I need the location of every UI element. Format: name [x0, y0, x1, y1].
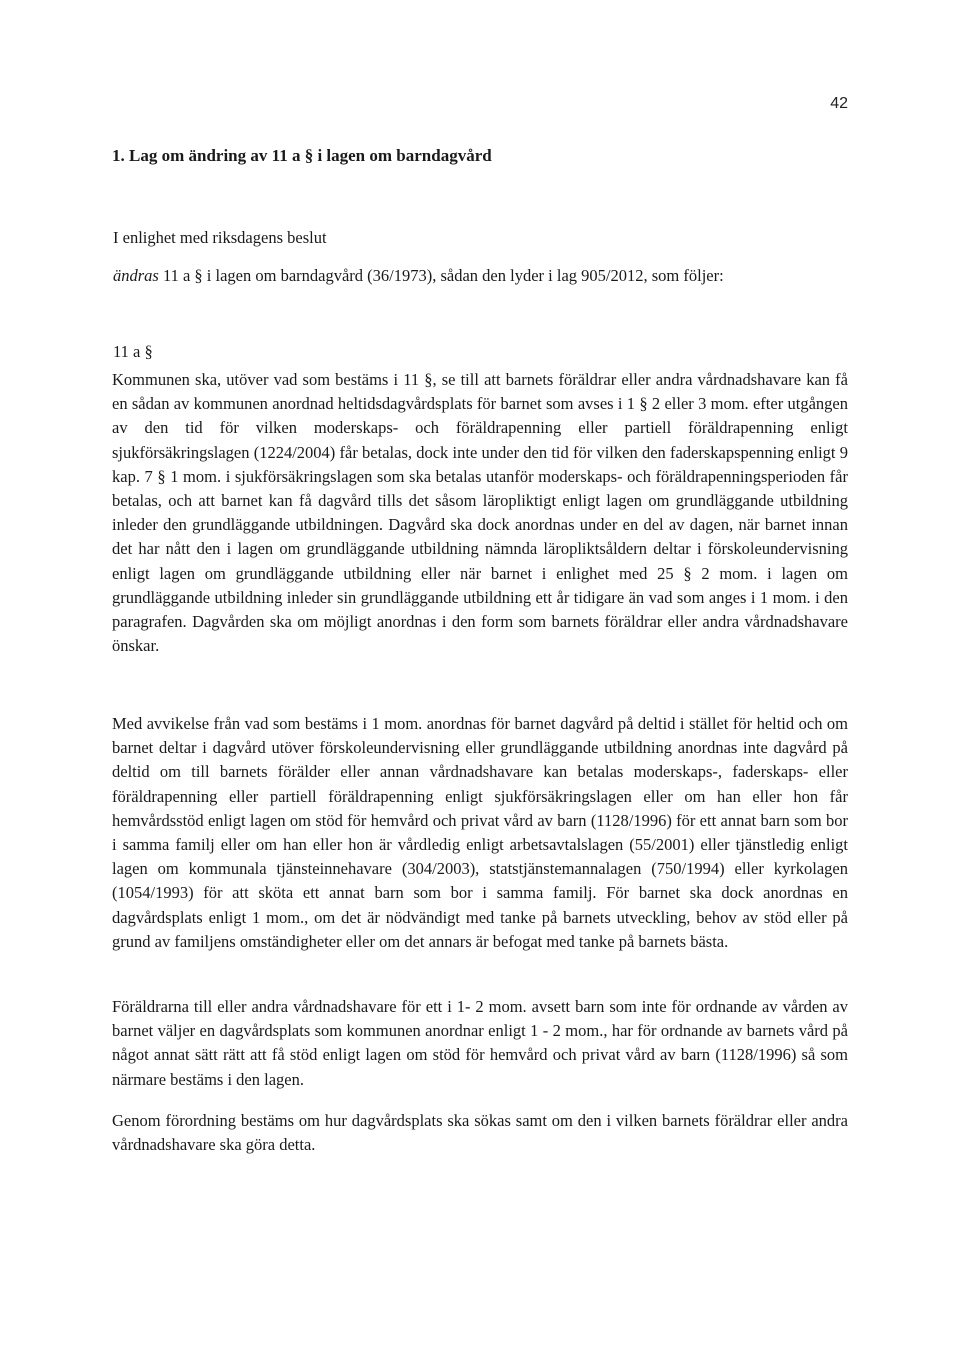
paragraph-1: Kommunen ska, utöver vad som bestäms i 11 §, se till att barnets föräldrar eller andra vårdnadshavare kan få en sådan av kommunen anordnad heltidsdagvårdsplats för barnet som avses i 1 § 2 eller 3 mom. efter utgången av den tid för vilken moderskaps- och föräldrapenning eller partiell föräldrapenning enligt sjukförsäkringslagen (1224/2004) får betalas, dock inte under den tid för vilken den faderskapspenning enligt 9 kap. 7 § 1 mom. i sjukförsäkringslagen som ska betalas utanför moderskaps- och föräldrapenningsperioden får betalas, och att barnet kan få dagvård tills det såsom läropliktigt enligt lagen om grundläggande utbildning inleder den grundläggande utbildningen. Dagvård ska dock anordnas under en del av dagen, när barnet innan det har nått den i lagen om grundläggande utbildning nämnda läropliktsåldern deltar i förskoleundervisning enligt lagen om grundläggande utbildning eller när barnet i enlighet med 25 § 2 mom. i lagen om grundläggande utbildning inleder sin grundläggande utbildning ett år tidigare än vad som anges i 1 mom. i den paragrafen. Dagvården ska om möjligt anordnas i den form som barnets föräldrar eller andra vårdnadshavare önskar. — [112, 370, 848, 656]
paragraph-2: Med avvikelse från vad som bestäms i 1 mom. anordnas för barnet dagvård på deltid i stället för heltid och om barnet deltar i dagvård utöver förskoleundervisning eller grundläggande utbildning anordnas inte dagvård på deltid om till barnets förälder eller annan vårdnadshavare kan betalas moderskaps-, faderskaps- eller föräldrapenning eller partiell föräldrapenning enligt sjukförsäkringslagen eller om han eller hon får hemvårdsstöd enligt lagen om stöd för hemvård och privat vård av barn (1128/1996) för ett annat barn som bor i samma familj eller om han eller hon är vårdledig enligt arbetsavtalslagen (55/2001) eller tjänstledig enligt lagen om kommunala tjänsteinnehavare (304/2003), statstjänstemannalagen (750/1994) eller kyrkolagen (1054/1993) för att sköta ett annat barn som bor i samma familj. För barnet ska dock anordnas en dagvårdsplats enligt 1 mom., om det är nödvändigt med tanke på barnets utveckling, behov av stöd eller på grund av familjens omständigheter eller om det annars är befogat med tanke på barnets bästa. — [112, 714, 848, 951]
paragraph-4: Genom förordning bestäms om hur dagvårdsplats ska sökas samt om den i vilken barnets föräldrar eller andra vårdnadshavare ska göra detta. — [112, 1111, 848, 1155]
section-label: 11 a § — [113, 342, 153, 361]
paragraph-3: Föräldrarna till eller andra vårdnadshavare för ett i 1- 2 mom. avsett barn som inte för ordnande av vården av barnet väljer en dagvårdsplats som kommunen anordnar enligt 1 - 2 mom., har för ordnande av barnets vård på något annat sätt rätt att få stöd enligt lagen om stöd för hemvård och privat vård av barn (1128/1996) så som närmare bestäms i den lagen. — [112, 997, 848, 1089]
enactment-clause: I enlighet med riksdagens beslut — [113, 228, 327, 247]
amendment-text: 11 a § i lagen om barndagvård (36/1973), sådan den lyder i lag 905/2012, som följer: — [158, 266, 724, 285]
amendment-clause — [113, 266, 724, 286]
amendment-verb: ändras — [113, 266, 159, 285]
page-number: 42 — [830, 95, 848, 112]
document-heading: 1. Lag om ändring av 11 a § i lagen om barndagvård — [112, 146, 492, 165]
